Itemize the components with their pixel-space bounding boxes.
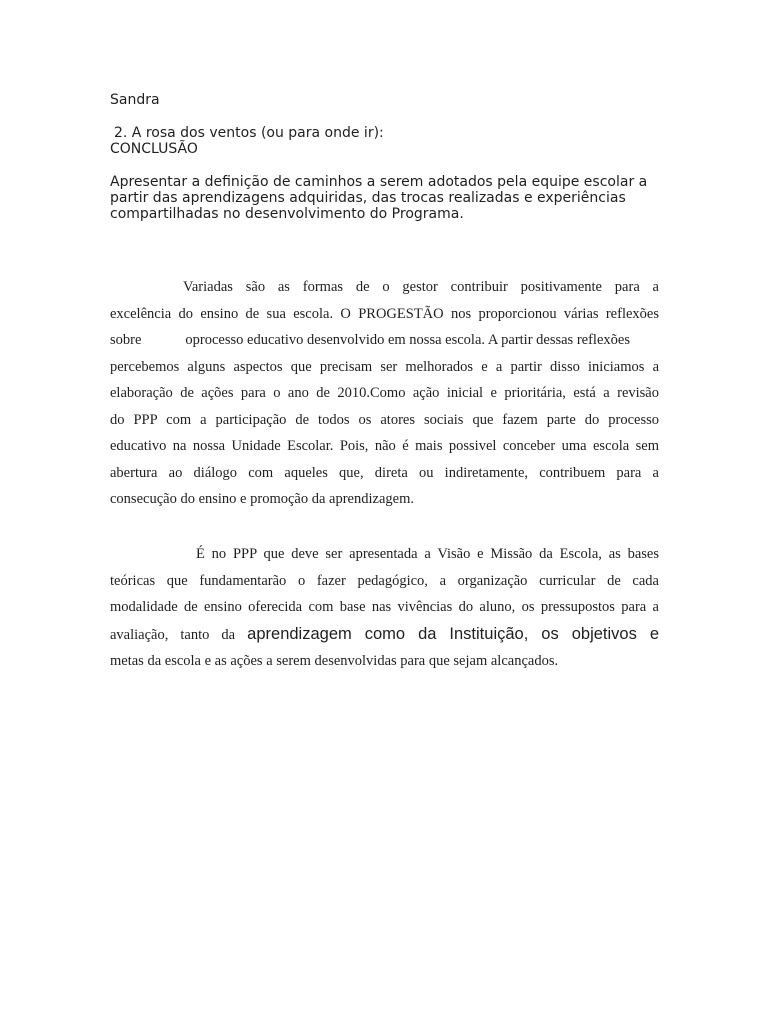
paragraph-line (110, 621, 659, 649)
paragraph-line: consecução do ensino e promoção da aprendizagem. (110, 491, 414, 507)
emphasized-text: aprendizagem como da Instituição, os objetivos e (247, 624, 660, 643)
paragraph-fragment: avaliação, tanto da (110, 626, 236, 643)
paragraph-line: elaboração de ações para o ano de 2010.Como ação inicial e prioritária, está a revisão (110, 385, 659, 401)
section-title: 2. A rosa dos ventos (ou para onde ir): (114, 125, 384, 141)
body-paragraph-1 (110, 274, 659, 513)
paragraph-line: abertura ao diálogo com aqueles que, direta ou indiretamente, contribuem para a (110, 464, 659, 481)
section-heading (110, 125, 670, 157)
author-name: Sandra (110, 92, 160, 108)
paragraph-fragment: oprocesso educativo desenvolvido em nossa escola. A partir dessas reflexões (185, 332, 630, 348)
paragraph-line: metas da escola e as ações a serem desenvolvidas para que sejam alcançados. (110, 653, 559, 669)
paragraph-line: percebemos alguns aspectos que precisam ser melhorados e a partir disso iniciamos a (110, 358, 659, 375)
paragraph-line: Variadas são as formas de o gestor contribuir positivamente para a (183, 279, 659, 295)
intro-paragraph: Apresentar a definição de caminhos a serem adotados pela equipe escolar a partir das aprendizagens adquiridas, das trocas realizadas e experiências compartilhadas no desenvolvimento do Programa. (110, 174, 648, 222)
paragraph-line: modalidade de ensino oferecida com base nas vivências do aluno, os pressupostos para a (110, 599, 659, 615)
section-subtitle: CONCLUSÃO (110, 141, 198, 157)
paragraph-line: É no PPP que deve ser apresentada a Visão e Missão da Escola, as bases (196, 546, 659, 562)
paragraph-line (110, 327, 659, 354)
paragraph-line: educativo na nossa Unidade Escolar. Pois, não é mais possivel conceber uma escola sem (110, 438, 659, 454)
body-paragraph-2 (110, 541, 659, 675)
paragraph-line: excelência do ensino de sua escola. O PROGESTÃO nos proporcionou várias reflexões (110, 305, 659, 322)
paragraph-line: teóricas que fundamentarão o fazer pedagógico, a organização curricular de cada (110, 572, 659, 589)
paragraph-word: sobre (110, 332, 142, 348)
paragraph-line: do PPP com a participação de todos os atores sociais que fazem parte do processo (110, 411, 659, 428)
